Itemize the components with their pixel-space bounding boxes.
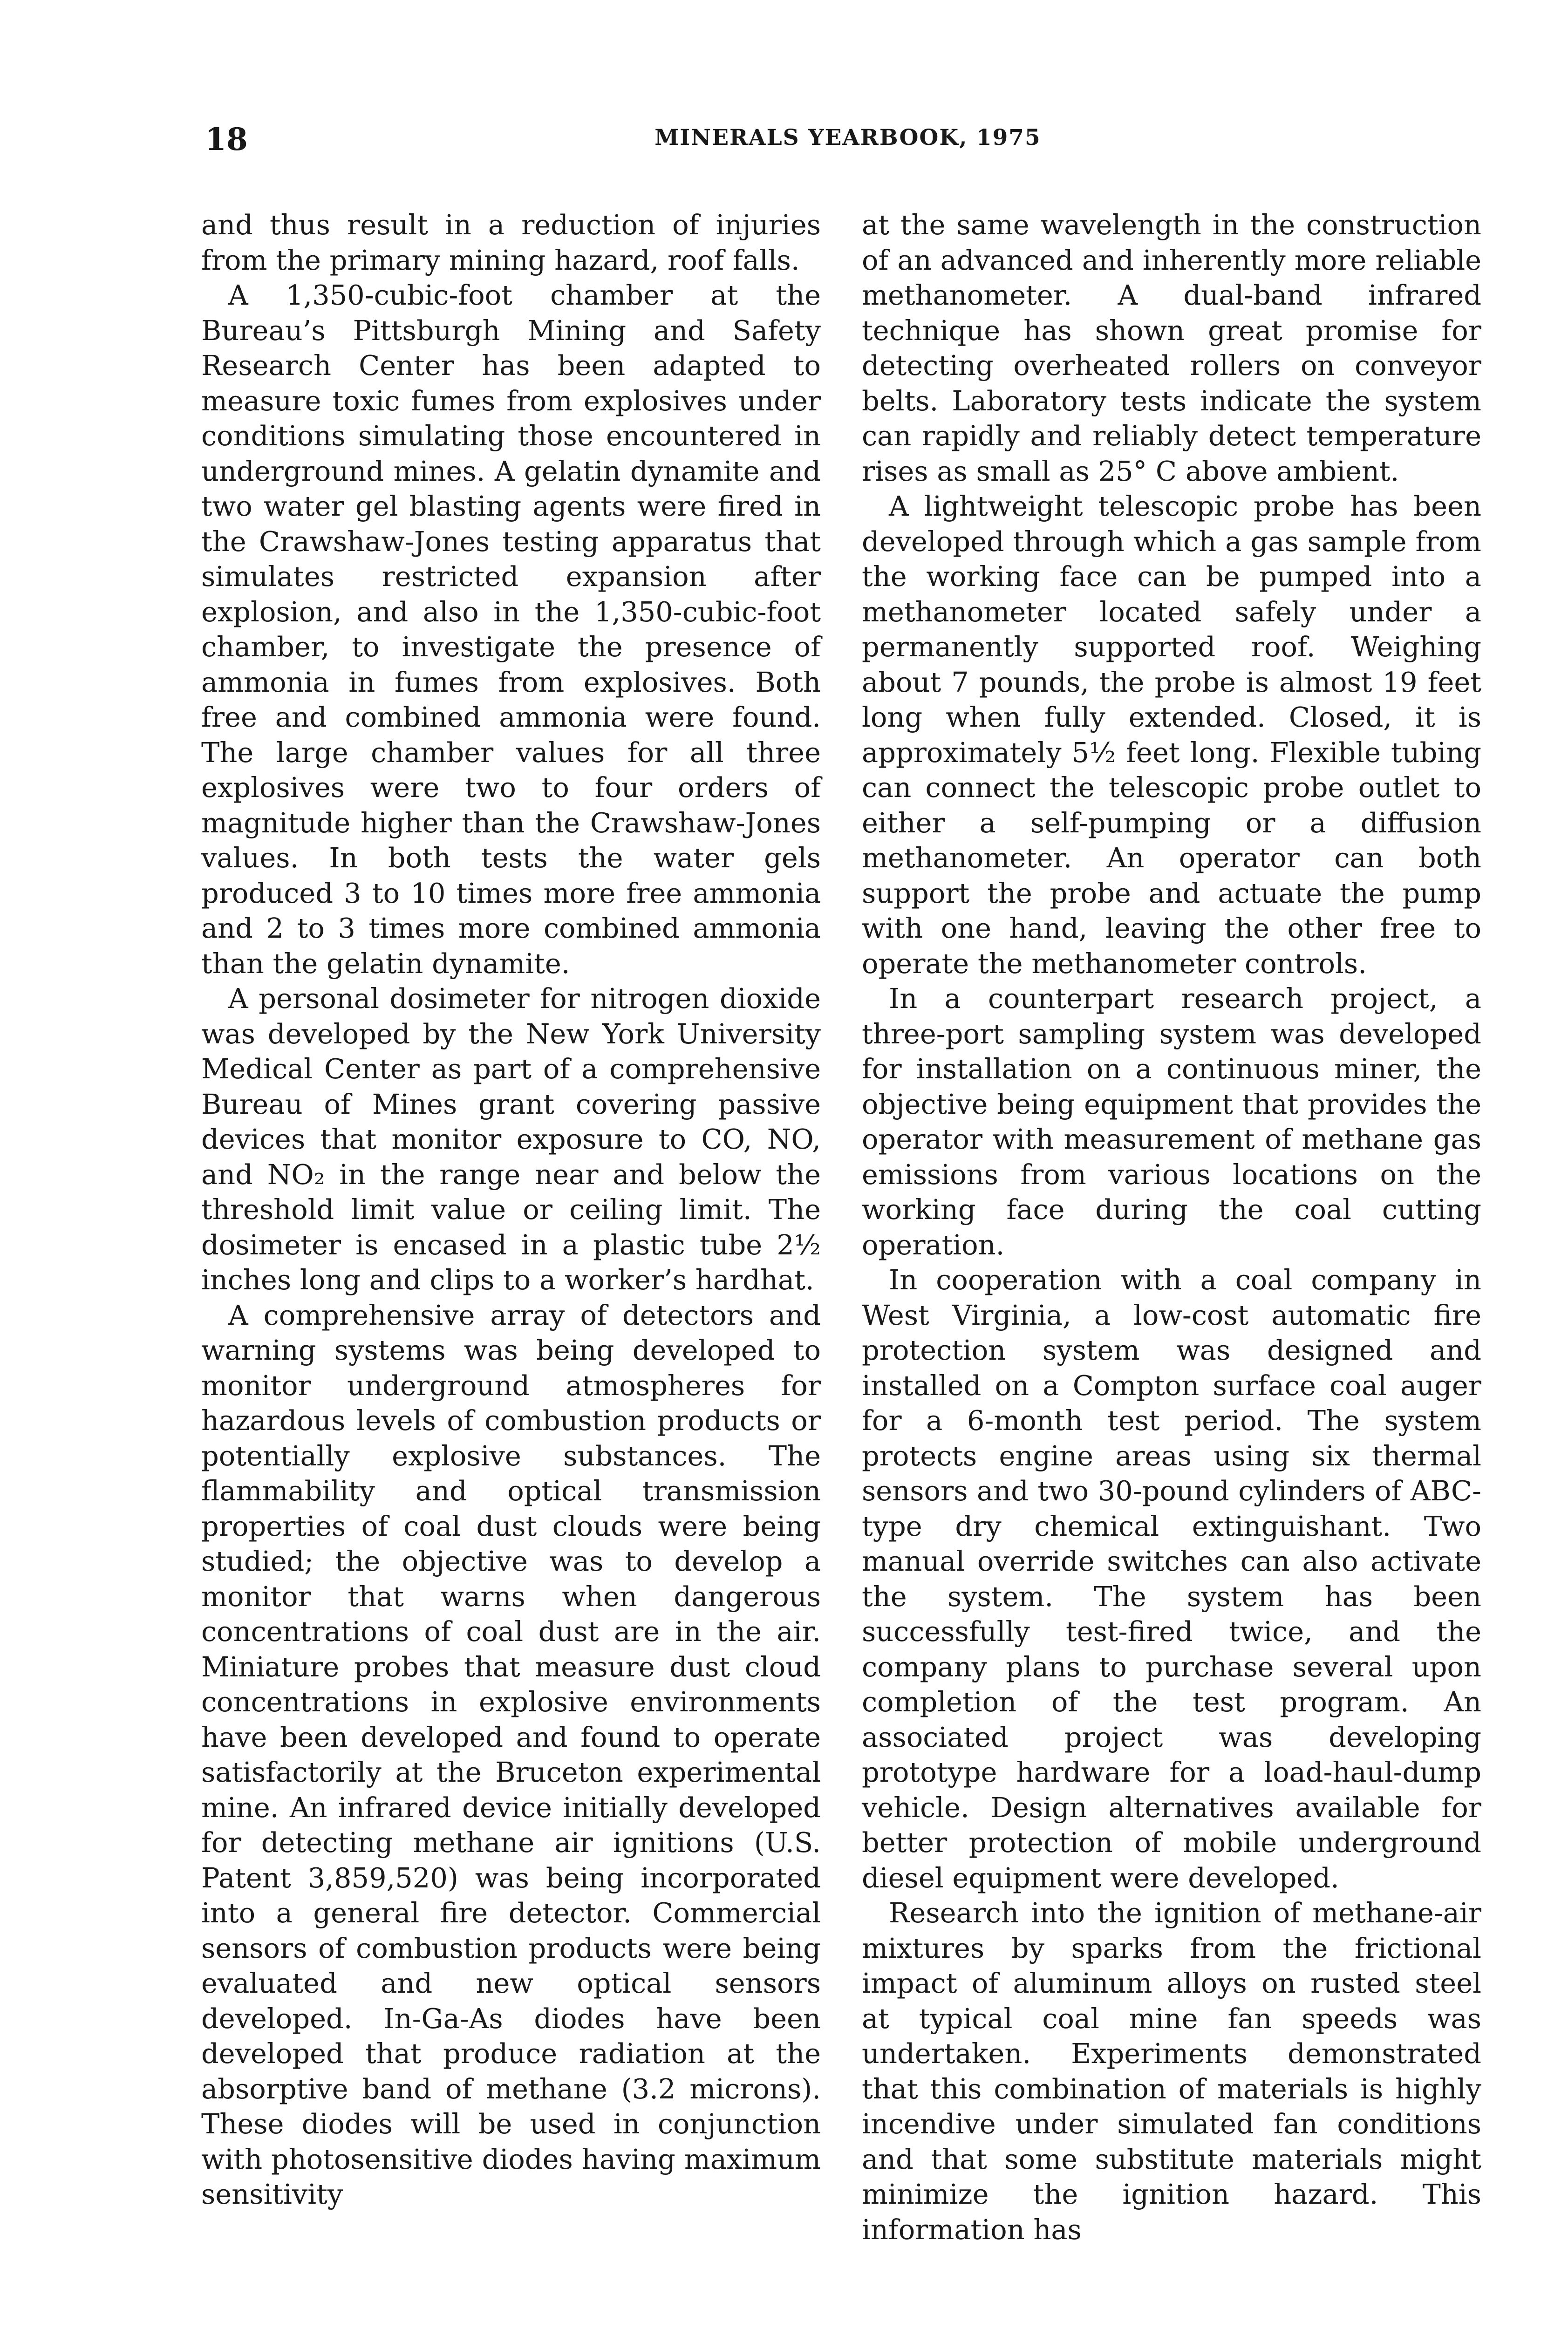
paragraph: A personal dosimeter for nitrogen dioxide was developed by the New York University Medical Center as part of a comprehensive Bureau of Mines grant covering passive devices that monitor exposure to CO, NO, and NO₂ in the range near and below the threshold limit value or ceiling limit. The dosimeter is encased in a plastic tube 2½ inches long and clips to a worker’s hardhat. [201,982,821,1296]
right-column [862,207,1481,2247]
paragraph: A lightweight telescopic probe has been developed through which a gas sample from the working face can be pumped into a methanometer located safely under a permanently supported roof. Weighing about 7 pounds, the probe is almost 19 feet long when fully extended. Closed, it is approximately 5½ feet long. Flexible tubing can connect the telescopic probe outlet to either a self-pumping or a diffusion methanometer. An operator can both support the probe and actuate the pump with one hand, leaving the other free to operate the methanometer controls. [862,490,1481,980]
left-column [201,207,821,2212]
paragraph: A comprehensive array of detectors and warning systems was being developed to monitor underground atmospheres for hazardous levels of combustion products or potentially explosive substances. The flammability and optical transmission properties of coal dust clouds were being studied; the objective was to develop a monitor that warns when dangerous concentrations of coal dust are in the air. Miniature probes that measure dust cloud concentrations in explosive environments have been developed and found to operate satisfactorily at the Bruceton experimental mine. An infrared device initially developed for detecting methane air ignitions (U.S. Patent 3,859,520) was being incorporated into a general fire detector. Commercial sensors of combustion products were being evaluated and new optical sensors developed. In-Ga-As diodes have been developed that produce radiation at the absorptive band of methane (3.2 microns). These diodes will be used in conjunction with photosensitive diodes having maximum sensitivity [201,1299,821,2210]
paragraph: In cooperation with a coal company in West Virginia, a low-cost automatic fire protection system was designed and installed on a Compton surface coal auger for a 6-month test period. The system protects engine areas using six thermal sensors and two 30-pound cylinders of ABC-type dry chemical extinguishant. Two manual override switches can also activate the system. The system has been successfully test-fired twice, and the company plans to purchase several upon completion of the test program. An associated project was developing prototype hardware for a load-haul-dump vehicle. Design alternatives available for better protection of mobile underground diesel equipment were developed. [862,1264,1481,1894]
paragraph: and thus result in a reduction of injuries from the primary mining hazard, roof falls. [201,209,821,276]
page-header [205,121,1491,163]
page-number: 18 [205,121,248,157]
paragraph: at the same wavelength in the construction of an advanced and inherently more reliable methanometer. A dual-band infrared technique has shown great promise for detecting overheated rollers on conveyor belts. Laboratory tests indicate the system can rapidly and reliably detect temperature rises as small as 25° C above ambient. [862,209,1481,487]
paragraph: Research into the ignition of methane-air mixtures by sparks from the frictional impact of aluminum alloys on rusted steel at typical coal mine fan speeds was undertaken. Experiments demonstrated that this combination of materials is highly incendive under simulated fan conditions and that some substitute materials might minimize the ignition hazard. This information has [862,1897,1481,2246]
running-title: MINERALS YEARBOOK, 1975 [654,125,1041,150]
paragraph: In a counterpart research project, a three-port sampling system was developed for installation on a continuous miner, the objective being equipment that provides the operator with measurement of methane gas emissions from various locations on the working face during the coal cutting operation. [862,982,1481,1261]
paragraph: A 1,350-cubic-foot chamber at the Bureau’s Pittsburgh Mining and Safety Research Center has been adapted to measure toxic fumes from explosives under conditions simulating those encountered in underground mines. A gelatin dynamite and two water gel blasting agents were fired in the Crawshaw-Jones testing apparatus that simulates restricted expansion after explosion, and also in the 1,350-cubic-foot chamber, to investigate the presence of ammonia in fumes from explosives. Both free and combined ammonia were found. The large chamber values for all three explosives were two to four orders of magnitude higher than the Crawshaw-Jones values. In both tests the water gels produced 3 to 10 times more free ammonia and 2 to 3 times more combined ammonia than the gelatin dynamite. [201,279,821,980]
